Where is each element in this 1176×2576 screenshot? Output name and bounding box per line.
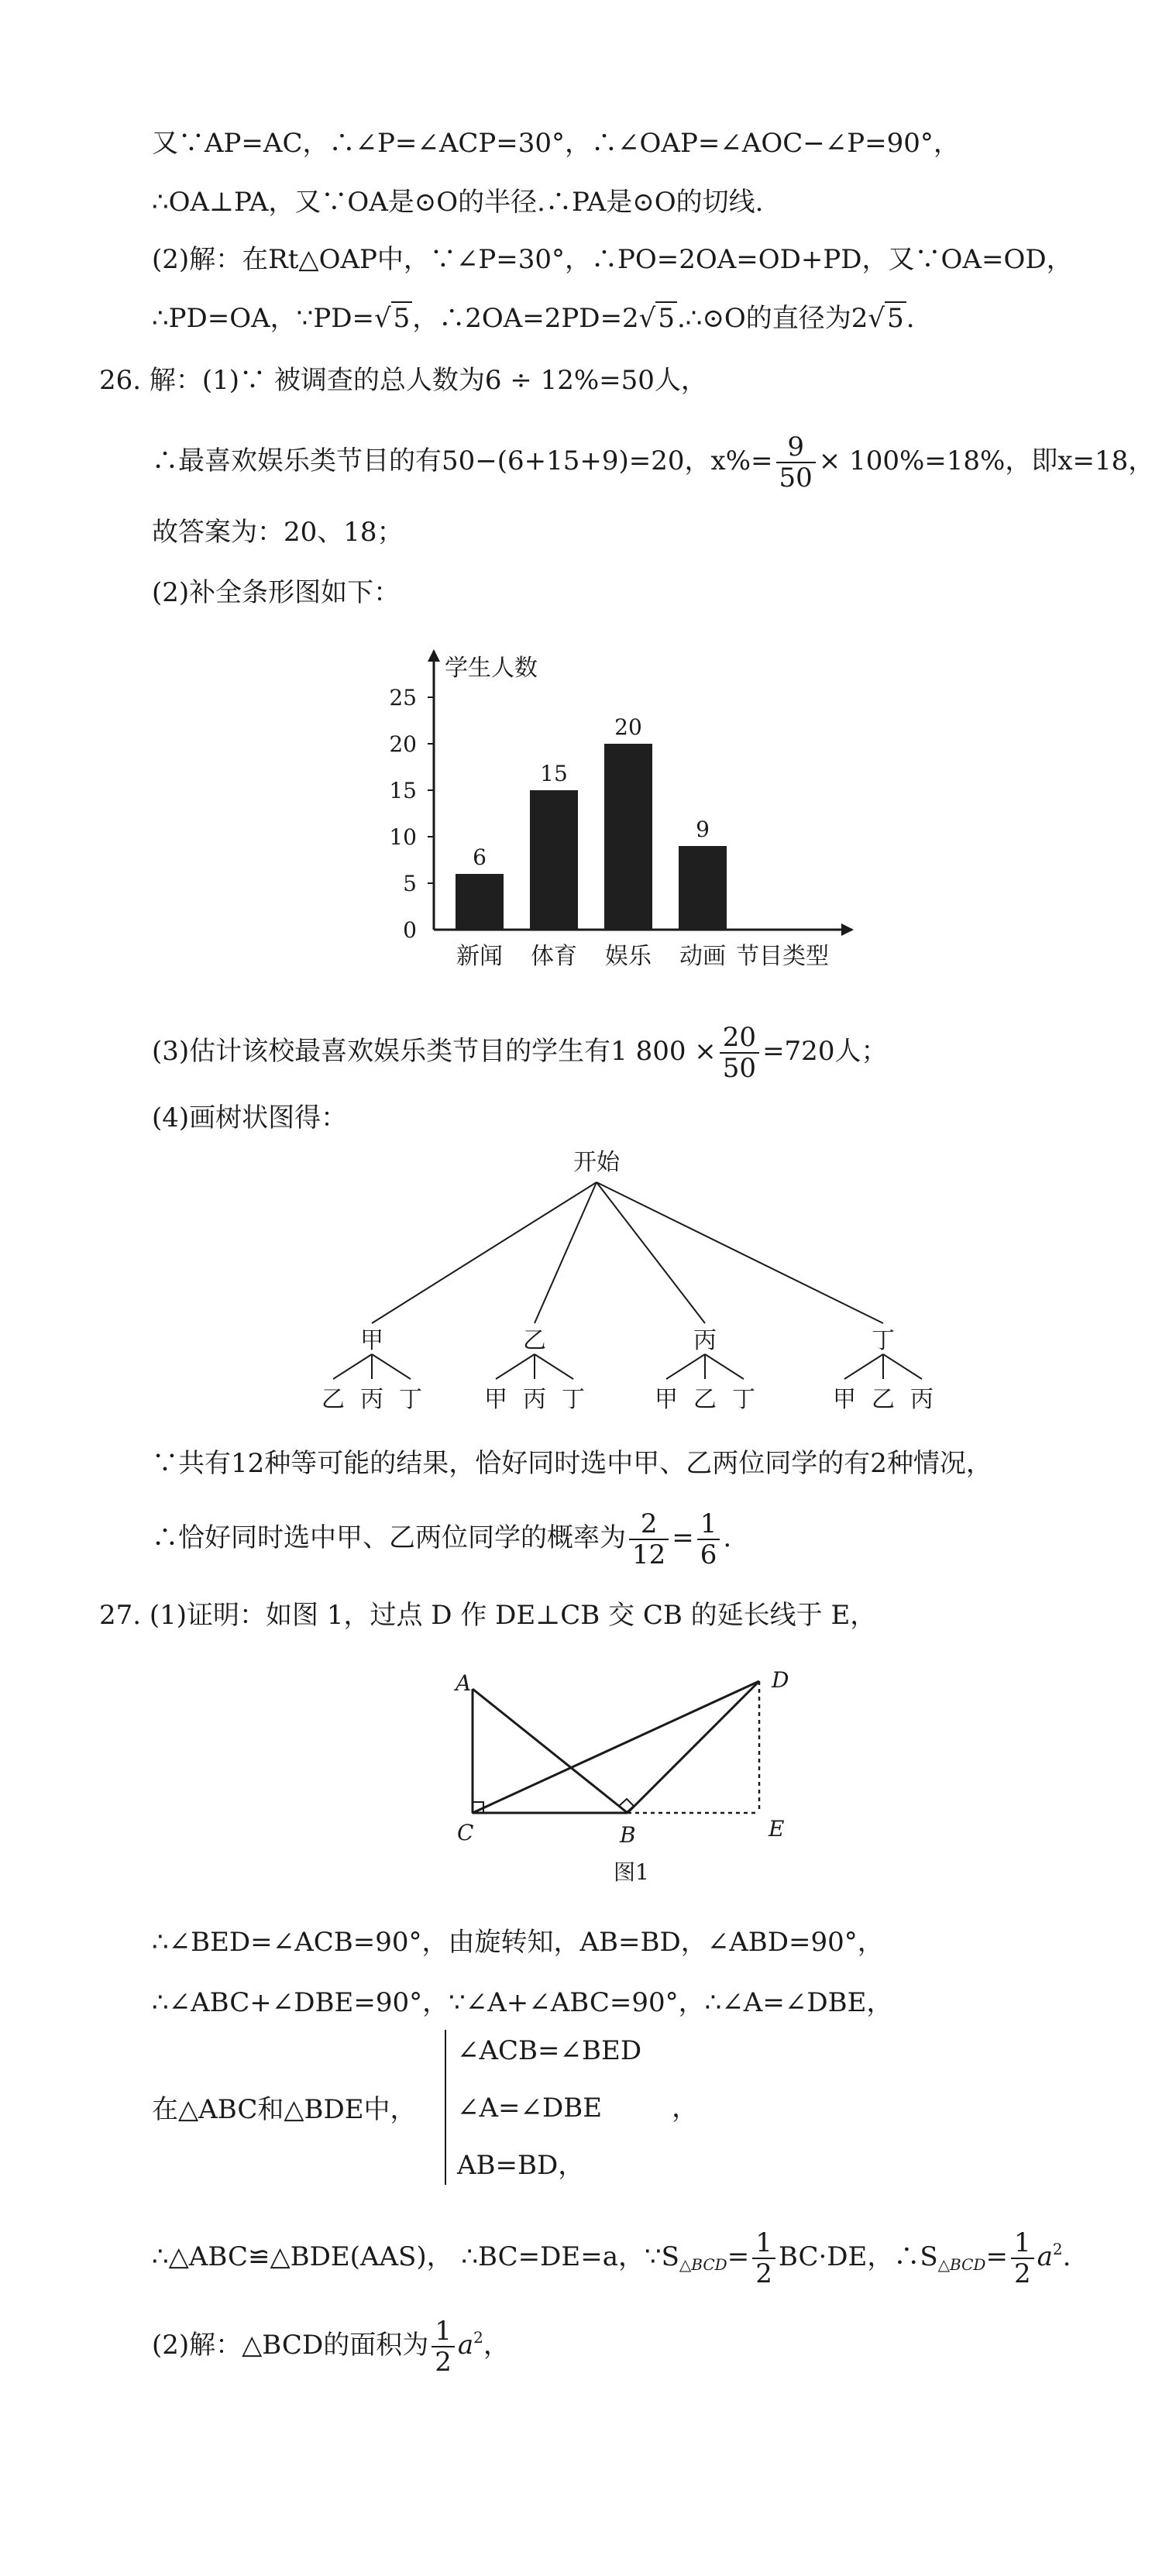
- tree-leaf: 乙: [693, 1386, 717, 1413]
- x-axis-label: 节目类型: [736, 943, 829, 970]
- tree-leaf: 丙: [910, 1386, 934, 1413]
- x-tick-label: 动画: [679, 943, 726, 970]
- tree-diagram: [294, 1147, 961, 1426]
- fraction-1-6: $\frac{1}{6}$: [697, 1509, 720, 1570]
- bar-value-label: 15: [540, 761, 568, 786]
- tree-leaf: 甲: [484, 1386, 507, 1413]
- text-line-14: ∴∠BED=∠ACB=90°，由旋转知，AB=BD，∠ABD=90°，: [152, 1927, 884, 1958]
- text-line-12: ∴恰好同时选中甲、乙两位同学的概率为 $\frac{2}{12}$ = $\frac{1}{6}$ .: [152, 1508, 732, 1570]
- fraction-1-2-a: $\frac{1}{2}$: [752, 2228, 775, 2289]
- figure-caption: 图1: [614, 1859, 649, 1885]
- text-line-3: (2)解：在Rt△OAP中，∵∠P=30°，∴PO=2OA=OD+PD，又∵OA=OD，: [152, 244, 1073, 275]
- tree-sub-branch: [705, 1354, 744, 1379]
- tree-node: 丙: [693, 1327, 717, 1354]
- label-E: E: [769, 1816, 785, 1842]
- bar-chart: [372, 635, 868, 976]
- tree-leaf: 丙: [360, 1386, 383, 1413]
- text-line-9: (3)估计该校最喜欢娱乐类节目的学生有1 800 × $\frac{20}{50}$ =720人；: [152, 1022, 888, 1084]
- y-tick-label: 20: [389, 731, 417, 757]
- x-axis-arrow: [841, 923, 854, 936]
- x-tick-label: 体育: [531, 943, 577, 970]
- tree-root: 开始: [573, 1149, 620, 1176]
- text-line-2: ∴OA⊥PA，又∵OA是⊙O的半径.∴PA是⊙O的切线.: [152, 187, 764, 218]
- system-eq-1: ∠ACB=∠BED: [457, 2035, 642, 2066]
- fraction-2-12: $\frac{2}{12}$: [629, 1509, 669, 1570]
- tree-leaf: 乙: [872, 1386, 895, 1413]
- tree-leaf: 甲: [833, 1386, 856, 1413]
- tree-leaf: 乙: [322, 1386, 345, 1413]
- text-line-16: 在△ABC和△BDE中，: [152, 2094, 417, 2125]
- bar-value-label: 9: [696, 817, 710, 842]
- text-line-10: (4)画树状图得：: [152, 1102, 348, 1133]
- tree-leaf: 丙: [523, 1386, 546, 1413]
- system-eq-2: ∠A=∠DBE ，: [457, 2093, 699, 2124]
- text-line-1: 又∵AP=AC，∴∠P=∠ACP=30°，∴∠OAP=∠AOC−∠P=90°，: [152, 128, 960, 159]
- label-B: B: [620, 1822, 636, 1848]
- tree-sub-branch: [883, 1354, 922, 1379]
- bar-value-label: 20: [614, 714, 642, 740]
- segment-BD: [628, 1681, 759, 1813]
- tree-branch: [597, 1182, 705, 1323]
- q27-heading: 27. (1)证明：如图 1，过点 D 作 DE⊥CB 交 CB 的延长线于 E，: [99, 1600, 877, 1631]
- label-A: A: [456, 1670, 472, 1696]
- tree-node: 乙: [523, 1327, 546, 1354]
- tree-leaf: 丁: [732, 1386, 755, 1413]
- geometry-figure-1: [434, 1650, 837, 1906]
- y-tick-label: 0: [403, 917, 417, 943]
- text-line-15: ∴∠ABC+∠DBE=90°，∵∠A+∠ABC=90°，∴∠A=∠DBE，: [152, 1987, 893, 2018]
- q26-heading: 26. 解：(1)∵ 被调查的总人数为6 ÷ 12%=50人，: [99, 365, 707, 396]
- text-line-7: 故答案为：20、18；: [152, 517, 404, 548]
- bar-新闻: [456, 874, 504, 930]
- y-axis-arrow: [428, 649, 440, 662]
- tree-sub-branch: [372, 1354, 411, 1379]
- y-tick-label: 15: [389, 778, 417, 803]
- bar-娱乐: [604, 744, 652, 930]
- y-tick-label: 5: [403, 871, 417, 896]
- text-line-8: (2)补全条形图如下：: [152, 577, 401, 608]
- text-line-4: ∴PD=OA，∵PD=√5，∴2OA=2PD=2√5.∴⊙O的直径为2√5.: [152, 303, 915, 334]
- y-axis-label: 学生人数: [445, 655, 538, 682]
- label-C: C: [457, 1820, 474, 1845]
- tree-branch: [372, 1182, 597, 1323]
- text-line-6: ∴最喜欢娱乐类节目的有50−(6+15+9)=20，x%= $\frac{9}{50}$ × 100%=18%，即x=18，: [152, 432, 1155, 494]
- tree-sub-branch: [535, 1354, 573, 1379]
- bar-体育: [530, 790, 578, 930]
- fraction-9-50: $\frac{9}{50}$: [776, 432, 816, 493]
- fraction-20-50: $\frac{20}{50}$: [720, 1023, 759, 1083]
- segment-CD: [473, 1681, 759, 1813]
- label-D: D: [772, 1667, 789, 1693]
- tree-sub-branch: [333, 1354, 372, 1379]
- tree-node: 丁: [872, 1327, 895, 1354]
- y-tick-label: 10: [389, 824, 417, 850]
- tree-branch: [535, 1182, 597, 1323]
- fraction-1-2-c: $\frac{1}{2}$: [432, 2316, 455, 2377]
- x-tick-label: 娱乐: [605, 943, 652, 970]
- system-brace: [445, 2030, 446, 2185]
- y-tick-label: 25: [389, 685, 417, 710]
- bar-动画: [679, 846, 727, 930]
- fraction-1-2-b: $\frac{1}{2}$: [1011, 2228, 1034, 2289]
- tree-branch: [597, 1182, 883, 1323]
- segment-AB: [473, 1689, 628, 1813]
- bar-value-label: 6: [473, 844, 487, 870]
- tree-sub-branch: [496, 1354, 535, 1379]
- system-eq-3: AB=BD，: [457, 2150, 585, 2181]
- tree-leaf: 丁: [562, 1386, 585, 1413]
- tree-sub-branch: [666, 1354, 705, 1379]
- tree-node: 甲: [360, 1327, 383, 1354]
- text-line-18: (2)解：△BCD的面积为 $\frac{1}{2}$ $a^2$，: [152, 2316, 510, 2378]
- tree-leaf: 甲: [655, 1386, 678, 1413]
- text-line-17: ∴△ABC≌△BDE(AAS)， ∴BC=DE=a，$\because S_{\triangle BCD}=$ $\frac{1}{2}$ BC·DE，$\therefore S_{\triangle BCD}=$ $\frac{1}{2}$ $a^2$.: [152, 2227, 1071, 2289]
- text-line-11: ∵共有12种等可能的结果，恰好同时选中甲、乙两位同学的有2种情况，: [152, 1448, 992, 1479]
- x-tick-label: 新闻: [456, 943, 503, 970]
- tree-sub-branch: [844, 1354, 883, 1379]
- tree-leaf: 丁: [399, 1386, 422, 1413]
